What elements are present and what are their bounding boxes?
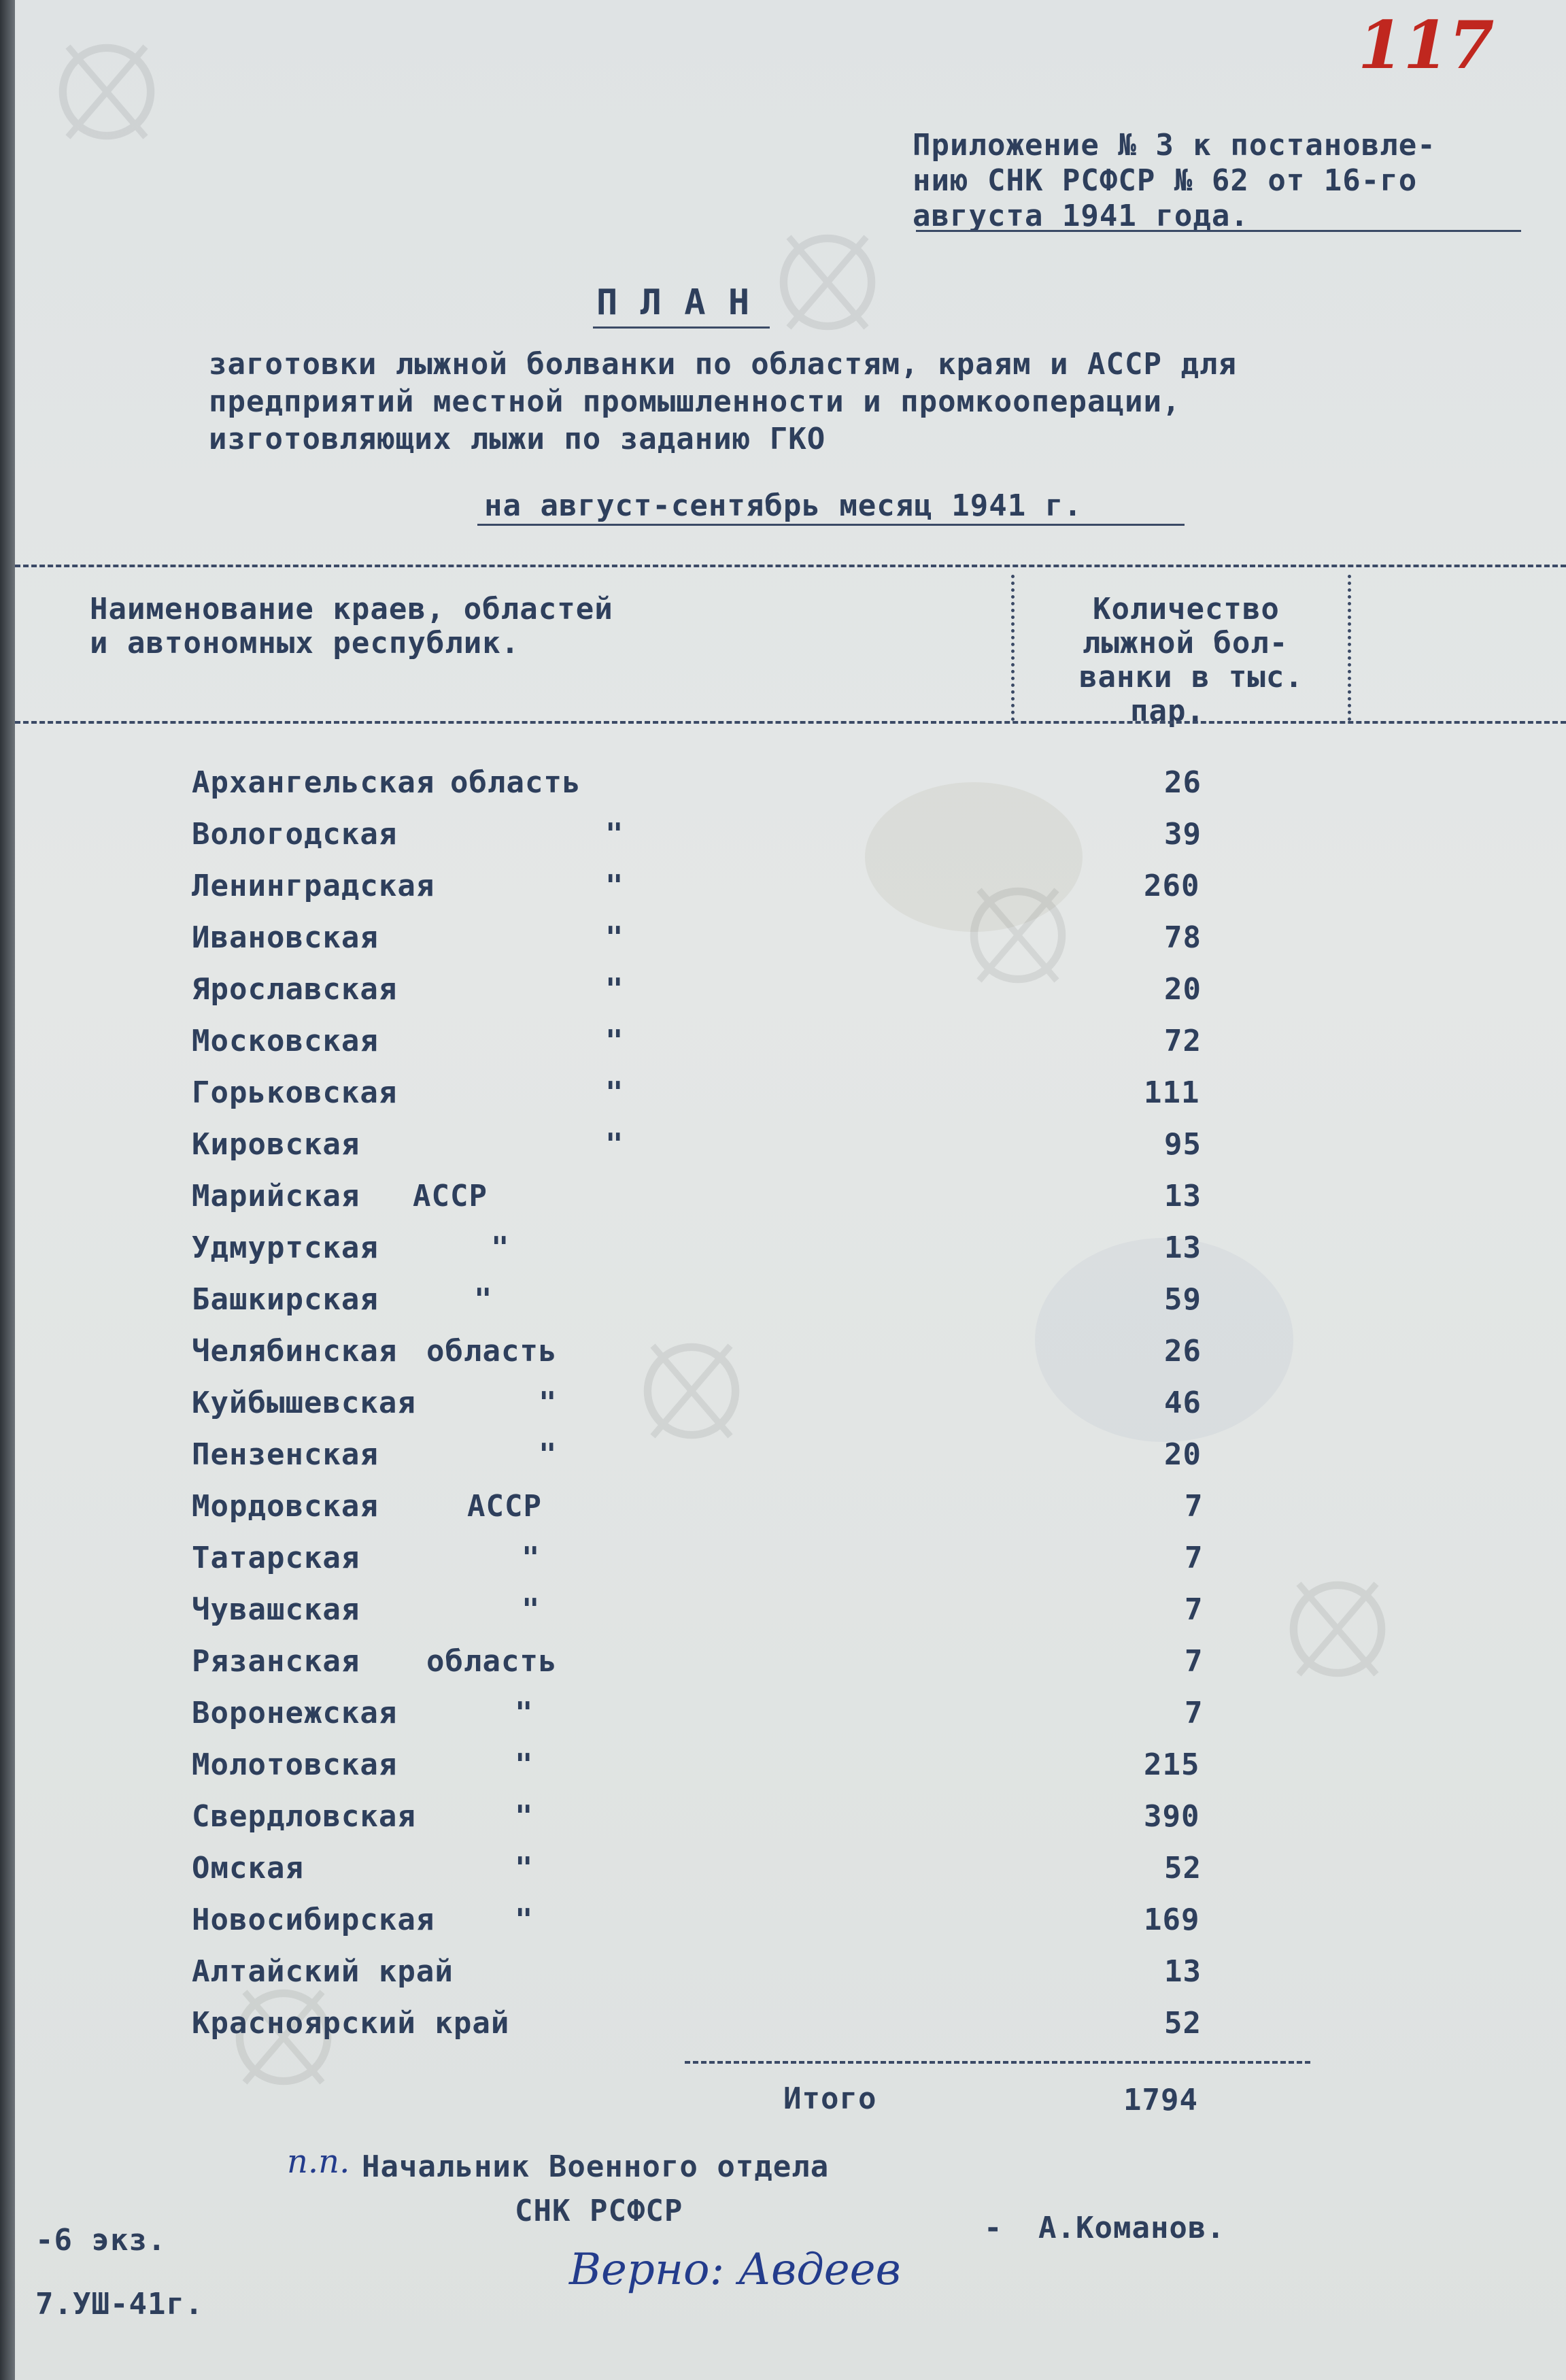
signature-title-line-1: Начальник Военного отдела [362, 2149, 830, 2184]
table-row-name: Воронежская [192, 1696, 398, 1730]
table-row-value: 20 [1164, 972, 1202, 1007]
annex-line-3: августа 1941 года. [913, 199, 1249, 233]
table-row-name: Удмуртская [192, 1230, 379, 1265]
archive-watermark-icon [627, 1326, 756, 1456]
table-row-type: " [474, 1282, 493, 1317]
table-row-value: 78 [1164, 920, 1202, 955]
paper-stain [865, 782, 1083, 932]
column-header-quantity-line-3: ванки в тыс. [1079, 660, 1304, 694]
table-row-name: Башкирская [192, 1282, 379, 1317]
total-value: 1794 [1123, 2083, 1198, 2117]
table-row-value: 59 [1164, 1282, 1202, 1317]
column-header-quantity-line-1: Количество [1093, 592, 1280, 626]
table-row-type: область [426, 1644, 558, 1679]
column-divider [1011, 575, 1015, 721]
table-row-name: Куйбышевская [192, 1386, 416, 1420]
table-row-type: АССР [467, 1489, 542, 1524]
handwritten-prefix: п.п. [287, 2143, 350, 2181]
annex-underline [916, 230, 1521, 232]
column-divider-right [1348, 575, 1351, 721]
table-row-name: Ярославская [192, 972, 398, 1007]
archive-watermark-icon [42, 27, 171, 156]
document-title: П Л А Н [596, 282, 751, 323]
table-row-value: 111 [1144, 1075, 1200, 1110]
table-row-name: Вологодская [192, 817, 398, 852]
table-row-name: Татарская [192, 1541, 360, 1575]
table-row-type: " [605, 869, 624, 903]
table-row-name: Горьковская [192, 1075, 398, 1110]
table-row-type: " [605, 1127, 624, 1162]
table-row-type: " [605, 920, 624, 955]
table-row-value: 7 [1185, 1644, 1204, 1679]
table-row-value: 169 [1144, 1903, 1200, 1937]
table-row-value: 26 [1164, 765, 1202, 800]
table-row-value: 52 [1164, 2006, 1202, 2041]
table-row-type: область [450, 765, 581, 800]
table-row-value: 7 [1185, 1541, 1204, 1575]
table-row-type: " [522, 1592, 541, 1627]
column-header-region-line-2: и автономных республик. [90, 626, 520, 660]
signature-dash: - [984, 2211, 1003, 2245]
table-row-type: " [515, 1747, 534, 1782]
annex-line-1: Приложение № 3 к постановле- [913, 128, 1436, 163]
table-row-value: 72 [1164, 1024, 1202, 1058]
table-row-type: " [605, 972, 624, 1007]
table-row-name: Красноярский край [192, 2006, 510, 2041]
table-row-type: " [522, 1541, 541, 1575]
table-row-name: Архангельская [192, 765, 435, 800]
total-rule [685, 2061, 1310, 2064]
table-row-value: 26 [1164, 1334, 1202, 1369]
table-row-value: 95 [1164, 1127, 1202, 1162]
document-page [15, 0, 1566, 2380]
table-row-value: 13 [1164, 1230, 1202, 1265]
table-row-value: 46 [1164, 1386, 1202, 1420]
table-row-type: " [491, 1230, 510, 1265]
table-row-name: Алтайский край [192, 1954, 454, 1989]
table-header-rule [15, 721, 1566, 724]
total-label: Итого [783, 2081, 877, 2116]
table-row-value: 260 [1144, 869, 1200, 903]
copies-note: -6 экз. [35, 2223, 167, 2258]
signature-title-line-2: СНК РСФСР [515, 2194, 683, 2228]
table-top-rule [15, 565, 1566, 567]
table-row-name: Челябинская [192, 1334, 398, 1369]
table-row-value: 52 [1164, 1851, 1202, 1885]
table-row-value: 7 [1185, 1592, 1204, 1627]
table-row-name: Рязанская [192, 1644, 360, 1679]
table-row-type: " [515, 1851, 534, 1885]
table-row-value: 390 [1144, 1799, 1200, 1834]
subtitle-line-1: заготовки лыжной болванки по областям, краям и АССР для [209, 347, 1237, 382]
table-row-type: " [515, 1696, 534, 1730]
folio-number: 117 [1358, 7, 1495, 84]
table-row-type: " [515, 1799, 534, 1834]
table-row-type: " [539, 1386, 558, 1420]
table-row-value: 7 [1185, 1696, 1204, 1730]
column-header-region-line-1: Наименование краев, областей [90, 592, 613, 626]
subtitle-line-3: изготовляющих лыжи по заданию ГКО [209, 422, 826, 456]
annex-line-2: нию СНК РСФСР № 62 от 16-го [913, 163, 1418, 198]
date-note: 7.УШ-41г. [35, 2287, 204, 2322]
table-row-type: область [426, 1334, 558, 1369]
table-row-type: " [605, 817, 624, 852]
column-header-quantity-line-2: лыжной бол- [1083, 626, 1289, 660]
table-row-name: Ивановская [192, 920, 379, 955]
table-row-value: 13 [1164, 1954, 1202, 1989]
archive-watermark-icon [1273, 1564, 1402, 1694]
table-row-value: 7 [1185, 1489, 1204, 1524]
table-row-value: 20 [1164, 1437, 1202, 1472]
table-row-name: Кировская [192, 1127, 360, 1162]
binding-edge [0, 0, 15, 2380]
table-row-name: Мордовская [192, 1489, 379, 1524]
certified-handwritten: Верно: Авдеев [569, 2245, 901, 2295]
column-header-quantity-line-4: пар. [1130, 694, 1205, 728]
table-row-type: " [605, 1024, 624, 1058]
table-row-type: АССР [413, 1179, 488, 1213]
table-row-name: Чувашская [192, 1592, 360, 1627]
table-row-type: " [605, 1075, 624, 1110]
period-underline [477, 524, 1185, 526]
table-row-name: Марийская [192, 1179, 360, 1213]
table-row-value: 13 [1164, 1179, 1202, 1213]
table-row-name: Молотовская [192, 1747, 398, 1782]
table-row-name: Омская [192, 1851, 304, 1885]
table-row-name: Пензенская [192, 1437, 379, 1472]
archive-watermark-icon [763, 218, 892, 347]
table-row-name: Московская [192, 1024, 379, 1058]
table-row-type: " [539, 1437, 558, 1472]
title-underline [593, 326, 770, 329]
table-row-type: " [515, 1903, 534, 1937]
subtitle-line-2: предприятий местной промышленности и промкооперации, [209, 384, 1181, 419]
signatory-name: А.Команов. [1038, 2211, 1225, 2245]
table-row-value: 215 [1144, 1747, 1200, 1782]
plan-period: на август-сентябрь месяц 1941 г. [484, 488, 1083, 523]
table-row-name: Ленинградская [192, 869, 435, 903]
table-row-name: Свердловская [192, 1799, 416, 1834]
table-row-value: 39 [1164, 817, 1202, 852]
table-row-name: Новосибирская [192, 1903, 435, 1937]
